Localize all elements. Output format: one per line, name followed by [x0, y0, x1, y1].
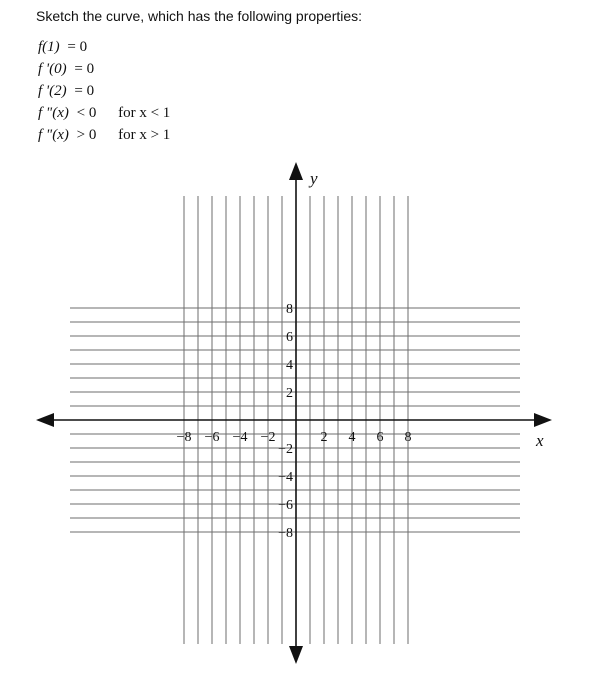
y-axis-top-arrow — [289, 162, 303, 180]
y-axis-bottom-arrow — [289, 646, 303, 664]
x-axis-left-arrow — [36, 413, 54, 427]
x-tick-label: 2 — [320, 430, 328, 445]
x-tick-label: −2 — [260, 430, 276, 445]
x-tick-label: 6 — [376, 430, 384, 445]
x-tick-label: −4 — [232, 430, 248, 445]
y-tick-label: 6 — [286, 330, 293, 345]
axes — [36, 162, 552, 664]
x-tick-label: −8 — [176, 430, 192, 445]
condition-function: f(1) — [38, 39, 60, 55]
x-tick-label: −6 — [204, 430, 220, 445]
y-tick-label: 2 — [286, 386, 293, 401]
y-tick-label: −6 — [278, 498, 293, 513]
condition-domain: for x < 1 — [118, 105, 171, 121]
condition-function: f "(x) — [38, 127, 69, 143]
condition-domain: for x > 1 — [118, 127, 171, 143]
condition-function: f '(2) — [38, 83, 67, 99]
condition-relation: = 0 — [67, 39, 88, 55]
x-tick-label: 8 — [404, 430, 412, 445]
condition-relation: = 0 — [74, 61, 95, 77]
x-tick-labels — [177, 430, 412, 445]
y-tick-label: −4 — [278, 470, 293, 485]
y-tick-labels — [278, 302, 293, 541]
y-tick-label: 4 — [286, 358, 293, 373]
y-tick-label: −8 — [278, 526, 293, 541]
condition-relation: < 0 — [76, 105, 97, 121]
condition-function: f "(x) — [38, 105, 69, 121]
y-axis-label: y — [310, 169, 318, 188]
condition-relation: = 0 — [74, 83, 95, 99]
y-tick-label: 8 — [286, 302, 293, 317]
x-axis-right-arrow — [534, 413, 552, 427]
x-tick-label: 4 — [348, 430, 356, 445]
problem-prompt: Sketch the curve, which has the following properties: — [36, 8, 363, 24]
x-axis-label: x — [536, 431, 544, 450]
condition-relation: > 0 — [76, 127, 97, 143]
y-tick-label: −2 — [278, 442, 293, 457]
condition-function: f '(0) — [38, 61, 67, 77]
